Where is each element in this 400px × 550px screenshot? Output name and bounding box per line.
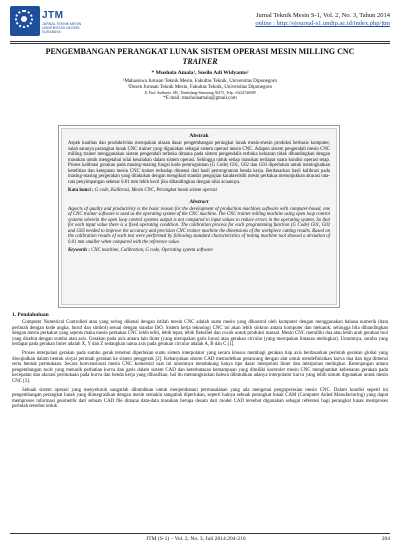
journal-line: Jurnal Teknik Mesin S-1, Vol. 2, No. 3, Tahun 2014	[255, 12, 390, 19]
affiliations	[14, 79, 386, 102]
logo-text: JTM	[42, 10, 64, 21]
abstract-keywords-label: Keywords :	[68, 248, 90, 253]
body-text	[12, 312, 388, 413]
affiliation-2: ²Dosen Jurusan Teknik Mesin, Fakultas Teknik, Universitas Diponegoro	[127, 85, 273, 90]
abstract-keywords	[68, 248, 330, 254]
affiliation-address: Jl. Prof. Sudharto, SH., Tembalang-Semarang 50275, Telp. +6224746009	[144, 91, 256, 95]
abstrak-keywords-label: Kata kunci :	[68, 188, 94, 193]
header-rule	[10, 41, 390, 42]
abstract-keywords-value: CNC machine, Calibration, G code, Operating system software	[91, 248, 213, 253]
body-paragraph-1: Computer Numerical Controlled atau yang sering dikenal dengan istilah mesin CNC adalah suatu mesin yang dikontrol oleh komputer dengan menggunakan bahasa numerik (data perintah dengan kode angka, huruf dan simbol) sesuai dengan standar ISO. Sistem kerja teknologi CNC ini akan lebih sinkron antara komputer dan mekanik, sehingga bila dibandingkan dengan mesin perkakas yang sejenis maka mesin perkakas CNC lebih teliti, lebih tepat, lebih fleksibel dan cocok untuk produksi massal. Mesin CNC memiliki dua atau lebih arah gerakan tool yang disebut dengan sumbu atau axis. Gerakan pada axis antara lain linier (yang merupakan garis lurus) atau gerakan circular (yang merupakan lintasan melingkar). Umumnya, sumbu yang terdapat pada gerakan linier adalah X, Y dan Z sedangkan nama axis pada gerakan circular adalah A, B dan C [1].	[12, 320, 388, 348]
section-heading: 1. Pendahuluan	[12, 312, 49, 318]
abstrak-text: Aspek kualitas dan produktivitas merupakan alasan dasar pengembangan perangkat lunak mesin-mesin produksi berbasis komputer, salah satunya perangkat lunak CNC trainer yang digunakan sebagai sistem operasi mesin CNC. Adapun sistem pengendali mesin CNC milling trainer menggunakan sistem pengendali terbuka dimana pada sistem pengendalis terbuka keluaran tidak dibandingkan dengan masukan untuk mengetahui nilai kesalahan dalam sistem operasi. Sehingga untuk setiap masukan terdapat suatu kondisi operasi tetap. Proses kalibrasi gerakan pada masing-masing fungsi kode pemrograman (G Code) G01, G02 dan G03 diperlukan untuk meningkatkan ketelitian dan ketepatan mesin CNC trainer terhadap dimensi dari hasil pemrograman benda kerja. Berdasarkan hasil kalibrasi pada masing-masing pergerakan yang dilakukan dengan mengikuti standar pengujian karakteristik mesin perkakas menunjukkan akurasi rata-rata penyimpangan sebesar 0.01 mm lebih kecil jika dibandingkan dengan nilai acuannya.	[68, 141, 330, 185]
title-line-2: TRAINER	[182, 56, 218, 66]
journal-url[interactable]: online : http://ejournal-s1.undip.ac.id/index.php/jtm	[255, 20, 390, 27]
affiliation-1: ¹Mahasiswa Jurusan Teknik Mesin, Fakultas Teknik, Universitas Diponegoro	[122, 79, 278, 84]
abstrak-heading: Abstrak	[189, 133, 209, 139]
abstract-heading: Abstract	[189, 198, 209, 205]
page-number: 204	[381, 536, 390, 542]
body-paragraph-2: Proses interpolasi gerakan pada sumbu gerak tersebut diperlukan suatu sistem interpolator yang secara khusus membagi gerakan tiap axis berdasarkan perintah gerakan global yang diwujudkan dalam bentuk sinyal perintah gerakan ke sistem penggerak [2]. Kebanyakan sistem CAD memodelkan perancang dengan alat untuk mendefinisikan kurva dua dan tiga dimensi serta bentuk permukaan. Secara konvensional mesin CNC komersial saat ini umumnya mendukung hanya tipe dasar interpolasi linier dan interpolasi melingkar. Kesenjangan antara pengembangan tools yang menarik perhatian kurva dan garis dalam sistem CAD dan keterbatasan kemampuan yang dimiliki kontroler mesin CNC menghambat kebenaran gerakan pada kecepatan dan akurasi permukaan pada kurva dan benda kerja yang dihasilkan, hal itu memungkinkan bahwa dibutuhkan adanya interpolator kurva yang lebih umum digunakan untuk mesin CNC [3].	[12, 350, 388, 384]
body-paragraph-3: Sebuah sistem operasi yang menyeluruh sangatlah dibutuhkan untuk menjembatani permasalahan yang ada mengenai pengoperasian mesin CNC. Dalam kondisi seperti ini pengembangan perangkat lunak yang diintegrasikan dengan mesin semakin sangatlah diperlukan, seperti halnya sebuah perangkat lunak CAM (Computer Aided Manufacturing) yang dapat memproses informasi geometrik dari sebuah CAD file dimana data-data masukan berupa desain dari model CAD tersebut digunakan sebagai referensi bagi perangkat lunak memproses perintah tersebut untuk	[12, 387, 388, 410]
title-line-1: PENGEMBANGAN PERANGKAT LUNAK SISTEM OPERASI MESIN MILLING CNC	[45, 47, 355, 56]
footer-citation: JTM (S-1) – Vol. 2, No. 3, Juli 2014:204-210	[146, 536, 246, 542]
author-email[interactable]: *E-mail: musholaamala@gmail.com	[163, 96, 237, 101]
paper-title	[14, 47, 386, 66]
abstract-text: Aspects of quality and productivity is the basic reason for the development of production machines software with computer-based, one of CNC trainer software is used as the operating system of the CNC machine. The CNC trainer milling machine using open loop control systems wherein the open loop control systems output is not compared to input values to reduce errors in the operating system. So that for each input value there is a fixed operating condition. The calibration process for each programming function (G Code) G01, G02 and G03 needed to improve the accuracy and precision CNC trainer machine the dimensions of the workpiece cutting results. Based on the calibration results of each test were performed by following standard characteristics of testing machine tool showed a deviation of 0.01 mm smaller when compared with the reference value.	[68, 206, 330, 245]
page-footer	[10, 536, 390, 542]
journal-logo	[10, 6, 40, 36]
abstrak-keywords-value: G code, Kalibrasi, Mesin CNC, Perangkat lunak sistem operasi	[94, 188, 217, 193]
logo-subtitle: JURNAL TEKNIK MESIN UNIVERSITAS NEGERI SURABAYA	[42, 22, 82, 34]
abstrak-keywords	[68, 188, 330, 194]
abstract-box	[61, 128, 337, 305]
footer-rule	[10, 533, 390, 534]
journal-info	[255, 12, 390, 28]
header-rule-thin	[10, 43, 390, 44]
authors: * Mushola Amala¹, Susilo Adi Widyanto²	[151, 70, 249, 76]
